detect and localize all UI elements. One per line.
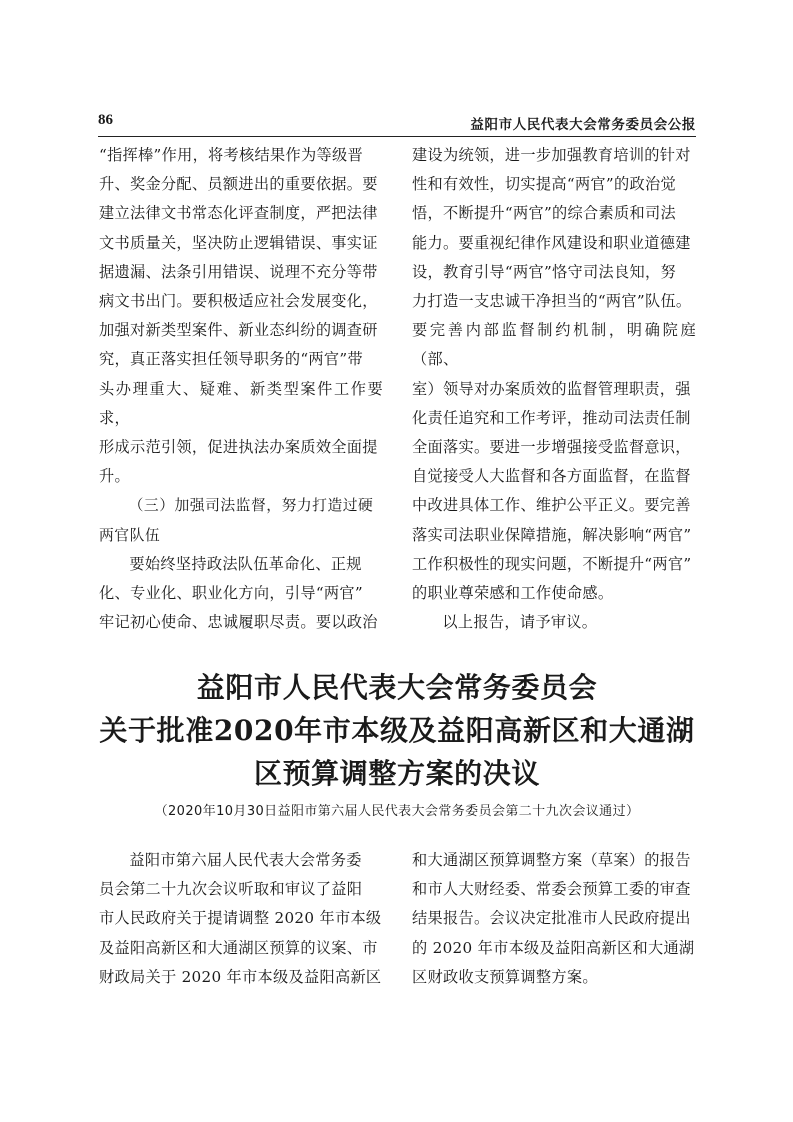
subheading-line: （三）加强司法监督，努力打造过硬 (128, 497, 374, 515)
text-line: 员会第二十九次会议听取和审议了益阳 (99, 880, 363, 899)
text-line: 化责任追究和工作考评，推动司法责任制 (412, 408, 691, 427)
text-line: 自觉接受人大监督和各方面监督，在监督 (412, 467, 691, 486)
text-line: 的职业尊荣感和工作使命感。 (412, 584, 614, 603)
top-left-column (99, 141, 383, 637)
text-line: 益阳市第六届人民代表大会常务委 (129, 851, 362, 869)
top-right-column (412, 141, 696, 637)
text-line: 要完善内部监督制约机制，明确院庭（部、 (412, 321, 696, 369)
text-line: 全面落实。要进一步增强接受监督意识， (412, 438, 691, 457)
adoption-note: （2020年10月30日益阳市第六届人民代表大会常务委员会第二十九次会议通过） (154, 804, 640, 819)
subheading-line: 两官队伍 (99, 526, 161, 544)
page-header (98, 110, 696, 134)
text-line: 财政局关于 2020 年市本级及益阳高新区 (99, 967, 382, 986)
resolution-right-column (412, 846, 696, 992)
text-line: 力打造一支忠诚干净担当的“两官”队伍。 (412, 292, 692, 311)
header-rule (98, 136, 696, 137)
closing-line: 以上报告，请予审议。 (442, 613, 598, 632)
text-line: 究，真正落实担任领导职务的“两官”带 (99, 350, 363, 369)
text-line: 的 2020 年市本级及益阳高新区和大通湖 (412, 938, 695, 957)
text-line: 升。 (99, 467, 130, 486)
text-line: 悟，不断提升“两官”的综合素质和司法 (412, 204, 676, 223)
text-line: 要始终坚持政法队伍革命化、正规 (129, 554, 362, 573)
text-line: 建设为统领，进一步加强教育培训的针对 (412, 146, 691, 164)
resolution-title-line: 关于批准2020年市本级及益阳高新区和大通湖 (99, 714, 695, 747)
text-line: 建立法律文书常态化评查制度，严把法律 (99, 204, 378, 223)
text-line: 中改进具体工作、维护公平正义。要完善 (412, 496, 691, 515)
text-line: 性和有效性，切实提高“两官”的政治觉 (412, 175, 676, 194)
text-line: 病文书出门。要积极适应社会发展变化， (99, 292, 378, 311)
journal-title: 益阳市人民代表大会常务委员会公报 (470, 117, 696, 133)
text-line: 牢记初心使命、忠诚履职尽责。要以政治 (99, 613, 378, 632)
text-line: 及益阳高新区和大通湖区预算的议案、市 (99, 938, 378, 957)
text-line: 形成示范引领，促进执法办案质效全面提 (99, 438, 378, 457)
text-line: 化、专业化、职业化方向，引导“两官” (99, 584, 363, 603)
text-line: 和大通湖区预算调整方案（草案）的报告 (412, 851, 691, 869)
page-number: 86 (98, 112, 113, 128)
text-line: 升、奖金分配、员额进出的重要依据。要 (99, 175, 378, 194)
text-line: 头办理重大、疑难、新类型案件工作要求， (99, 379, 383, 427)
text-line: 工作积极性的现实问题，不断提升“两官” (412, 554, 692, 573)
text-line: 市人民政府关于提请调整 2020 年市本级 (99, 909, 382, 928)
text-line: 区财政收支预算调整方案。 (412, 967, 598, 986)
text-line: 结果报告。会议决定批准市人民政府提出 (412, 909, 691, 928)
text-line: 设，教育引导“两官”恪守司法良知，努 (412, 262, 676, 281)
text-line: 加强对新类型案件、新业态纠纷的调查研 (99, 321, 378, 340)
text-line: 落实司法职业保障措施，解决影响“两官” (412, 525, 692, 544)
text-line: 室）领导对办案质效的监督管理职责，强 (412, 379, 691, 398)
resolution-title-line: 益阳市人民代表大会常务委员会 (196, 671, 598, 704)
text-line: 和市人大财经委、常委会预算工委的审查 (412, 880, 691, 899)
text-line: 据遗漏、法条引用错误、说理不充分等带 (99, 262, 378, 281)
text-line: 文书质量关，坚决防止逻辑错误、事实证 (99, 233, 378, 252)
text-line: 能力。要重视纪律作风建设和职业道德建 (412, 233, 691, 252)
resolution-title (98, 666, 696, 795)
text-line: “指挥棒”作用，将考核结果作为等级晋 (99, 146, 363, 164)
resolution-title-line: 区预算调整方案的决议 (253, 757, 540, 790)
resolution-left-column (99, 846, 383, 992)
